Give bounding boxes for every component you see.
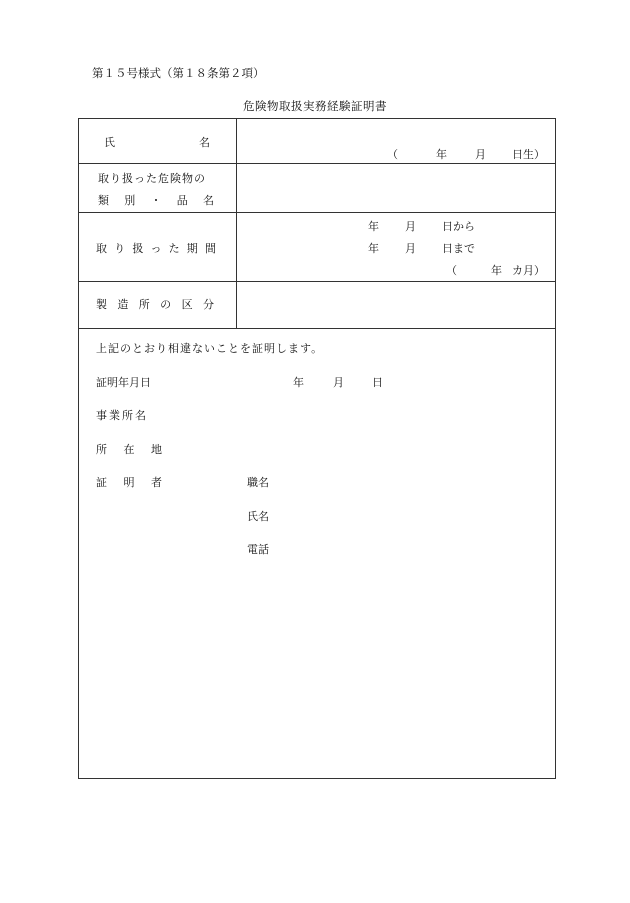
period-total-year: 年 xyxy=(491,264,502,277)
birth-open-paren: （ xyxy=(387,148,398,161)
period-to-day: 日まで xyxy=(442,242,475,255)
period-to-year: 年 xyxy=(368,242,379,255)
period-label: 取 り 扱 っ た 期 間 xyxy=(96,242,216,255)
birth-month-label: 月 xyxy=(475,148,486,161)
document-title: 危険物取扱実務経験証明書 xyxy=(243,99,387,113)
hazard-label-line2: 類 別 ・ 品 名 xyxy=(98,194,214,207)
period-from-year: 年 xyxy=(368,220,379,233)
office-name-label: 事業所名 xyxy=(96,409,148,422)
hazard-type-field[interactable] xyxy=(238,165,554,211)
period-from-month: 月 xyxy=(405,220,416,233)
row-divider xyxy=(78,212,556,213)
certification-date-label: 証明年月日 xyxy=(96,376,151,389)
name-label: 氏 名 xyxy=(104,136,210,149)
column-divider xyxy=(236,118,237,328)
period-from-day: 日から xyxy=(442,220,475,233)
period-total-open-paren: （ xyxy=(446,264,457,277)
facility-field[interactable] xyxy=(238,283,554,327)
facility-label: 製 造 所 の 区 分 xyxy=(96,298,214,311)
birth-year-label: 年 xyxy=(436,148,447,161)
address-label: 所 在 地 xyxy=(96,443,162,456)
certifier-label: 証 明 者 xyxy=(96,476,162,489)
phone-label: 電話 xyxy=(247,543,269,556)
certification-date-month: 月 xyxy=(333,376,344,389)
form-number: 第１５号様式（第１８条第２項） xyxy=(92,66,265,80)
period-to-month: 月 xyxy=(405,242,416,255)
period-total-month: カ月） xyxy=(512,264,545,277)
row-divider xyxy=(78,281,556,282)
row-divider xyxy=(78,163,556,164)
certification-date-day: 日 xyxy=(372,376,383,389)
hazard-label-line1: 取り扱った危険物の xyxy=(98,172,206,185)
certifier-name-label: 氏名 xyxy=(247,510,269,523)
birth-day-label: 日生） xyxy=(512,148,545,161)
certification-statement: 上記のとおり相違ないことを証明します。 xyxy=(96,342,324,355)
certification-date-year: 年 xyxy=(293,376,304,389)
position-label: 職名 xyxy=(247,476,269,489)
row-divider xyxy=(78,328,556,329)
